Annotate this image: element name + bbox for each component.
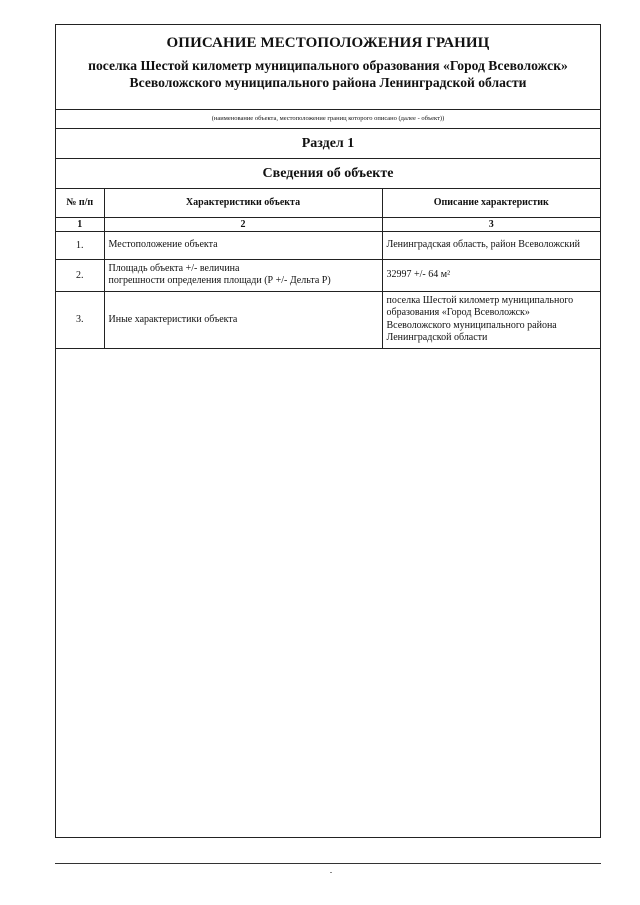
document-frame bbox=[55, 24, 601, 838]
header-description: Описание характеристик bbox=[382, 189, 600, 217]
subtitle-line-2: Всеволожского муниципального района Ленинградской области bbox=[129, 75, 527, 90]
description-line-3: Всеволожского муниципального района bbox=[386, 319, 557, 331]
description-line-1: поселка Шестой километр муниципального bbox=[386, 294, 574, 306]
description-line-2: образования «Город Всеволожск» bbox=[386, 307, 530, 318]
description-line-4: Ленинградской области bbox=[386, 332, 488, 343]
section-title: Раздел 1 bbox=[56, 129, 600, 159]
document-header bbox=[56, 25, 600, 110]
characteristic-line-2: погрешности определения площади (Р +/- Дельта Р) bbox=[108, 275, 331, 286]
row-description: Ленинградская область, район Всеволожский bbox=[382, 231, 600, 259]
section-subtitle: Сведения об объекте bbox=[56, 159, 600, 189]
column-number-1: 1 bbox=[56, 217, 104, 231]
characteristics-table bbox=[56, 189, 600, 349]
subtitle-line-1: поселка Шестой километр муниципального образования «Город Всеволожск» bbox=[88, 58, 568, 73]
document-title: ОПИСАНИЕ МЕСТОПОЛОЖЕНИЯ ГРАНИЦ bbox=[166, 35, 490, 51]
header-characteristic: Характеристики объекта bbox=[104, 189, 382, 217]
row-number: 3. bbox=[56, 291, 104, 348]
scan-mark bbox=[330, 872, 332, 873]
header-number: № п/п bbox=[56, 189, 104, 217]
row-description bbox=[382, 291, 600, 348]
footer-divider bbox=[55, 863, 601, 864]
characteristic-line-1: Площадь объекта +/- величина bbox=[108, 263, 240, 274]
table-header-row bbox=[56, 189, 600, 217]
row-number: 2. bbox=[56, 259, 104, 291]
table-row bbox=[56, 231, 600, 259]
row-characteristic: Иные характеристики объекта bbox=[104, 291, 382, 348]
row-characteristic: Местоположение объекта bbox=[104, 231, 382, 259]
table-row bbox=[56, 291, 600, 348]
table-row bbox=[56, 259, 600, 291]
row-number: 1. bbox=[56, 231, 104, 259]
row-characteristic bbox=[104, 259, 382, 291]
column-number-row bbox=[56, 217, 600, 231]
row-description: 32997 +/- 64 м² bbox=[382, 259, 600, 291]
document-subtitle bbox=[56, 57, 600, 91]
column-number-2: 2 bbox=[104, 217, 382, 231]
column-number-3: 3 bbox=[382, 217, 600, 231]
object-caption: (наименование объекта, местоположение границ которого описано (далее - объект)) bbox=[56, 110, 600, 129]
